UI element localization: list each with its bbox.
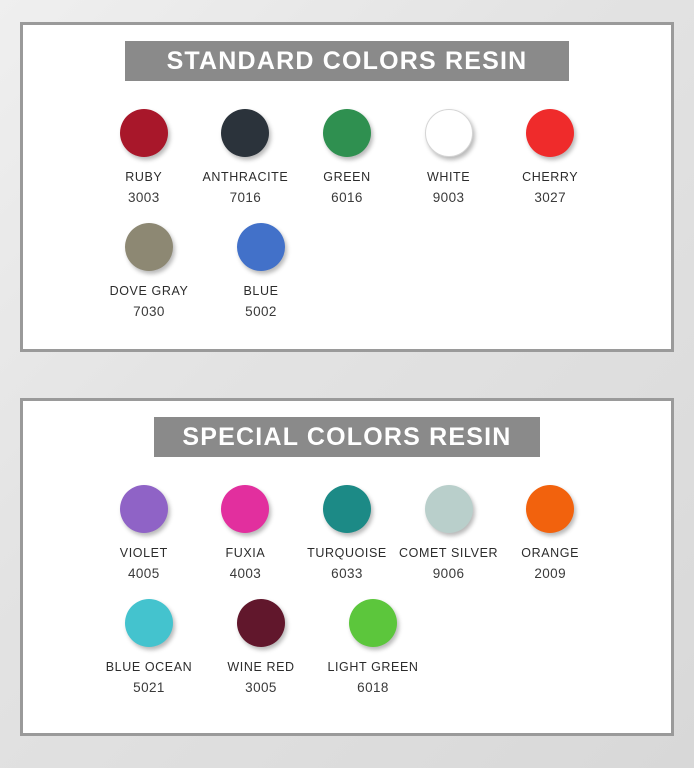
- swatch-code: 5002: [245, 304, 277, 319]
- swatch-comet-silver[interactable]: [398, 485, 500, 581]
- swatch-code: 3005: [245, 680, 277, 695]
- swatch-name: COMET SILVER: [399, 546, 499, 560]
- swatch-dot-cherry: [526, 109, 574, 157]
- swatch-cherry[interactable]: [499, 109, 601, 205]
- swatch-name: VIOLET: [119, 546, 168, 560]
- swatch-name: ANTHRACITE: [202, 170, 289, 184]
- swatch-name: CHERRY: [522, 170, 579, 184]
- swatch-turquoise[interactable]: [296, 485, 398, 581]
- swatch-code: 4003: [229, 566, 262, 581]
- swatch-name: BLUE OCEAN: [105, 660, 193, 674]
- swatch-name: DOVE GRAY: [109, 284, 189, 298]
- swatch-name: FUXIA: [225, 546, 266, 560]
- swatch-code: 4005: [127, 566, 160, 581]
- swatch-orange[interactable]: [499, 485, 601, 581]
- swatch-dot-white: [425, 109, 473, 157]
- swatch-fuxia[interactable]: [195, 485, 297, 581]
- swatch-anthracite[interactable]: [195, 109, 297, 205]
- swatch-code: 5021: [133, 680, 165, 695]
- swatch-ruby[interactable]: [93, 109, 195, 205]
- special-colors-title: SPECIAL COLORS RESIN: [154, 417, 540, 457]
- swatch-dot-violet: [120, 485, 168, 533]
- swatch-name: LIGHT GREEN: [327, 660, 419, 674]
- swatch-name: BLUE: [243, 284, 279, 298]
- swatch-dot-dove-gray: [125, 223, 173, 271]
- standard-colors-panel: [20, 22, 674, 352]
- swatch-name: ORANGE: [521, 546, 580, 560]
- swatch-name: WHITE: [426, 170, 471, 184]
- swatch-dot-comet-silver: [425, 485, 473, 533]
- swatch-dot-turquoise: [323, 485, 371, 533]
- special-colors-row-1: [23, 485, 671, 581]
- swatch-name: TURQUOISE: [307, 546, 387, 560]
- swatch-dot-green: [323, 109, 371, 157]
- swatch-name: GREEN: [323, 170, 371, 184]
- swatch-dot-blue: [237, 223, 285, 271]
- swatch-dot-blue-ocean: [125, 599, 173, 647]
- standard-colors-row-2: [23, 223, 671, 319]
- swatch-code: 6016: [331, 190, 363, 205]
- swatch-blue[interactable]: [205, 223, 317, 319]
- swatch-code: 9003: [432, 190, 465, 205]
- swatch-name: WINE RED: [227, 660, 295, 674]
- swatch-code: 6033: [331, 566, 363, 581]
- standard-colors-row-1: [23, 109, 671, 205]
- swatch-blue-ocean[interactable]: [93, 599, 205, 695]
- swatch-dot-orange: [526, 485, 574, 533]
- swatch-dot-wine-red: [237, 599, 285, 647]
- swatch-green[interactable]: [296, 109, 398, 205]
- swatch-dove-gray[interactable]: [93, 223, 205, 319]
- swatch-white[interactable]: [398, 109, 500, 205]
- swatch-dot-fuxia: [221, 485, 269, 533]
- swatch-code: 9006: [432, 566, 465, 581]
- swatch-code: 3003: [127, 190, 160, 205]
- swatch-code: 7016: [229, 190, 262, 205]
- swatch-name: RUBY: [125, 170, 163, 184]
- standard-colors-title: STANDARD COLORS RESIN: [125, 41, 569, 81]
- swatch-dot-anthracite: [221, 109, 269, 157]
- special-colors-row-2: [23, 599, 671, 695]
- swatch-dot-light-green: [349, 599, 397, 647]
- swatch-wine-red[interactable]: [205, 599, 317, 695]
- swatch-dot-ruby: [120, 109, 168, 157]
- special-colors-panel: [20, 398, 674, 736]
- swatch-light-green[interactable]: [317, 599, 429, 695]
- swatch-code: 7030: [133, 304, 165, 319]
- swatch-code: 3027: [534, 190, 566, 205]
- swatch-violet[interactable]: [93, 485, 195, 581]
- swatch-code: 6018: [357, 680, 389, 695]
- swatch-code: 2009: [534, 566, 566, 581]
